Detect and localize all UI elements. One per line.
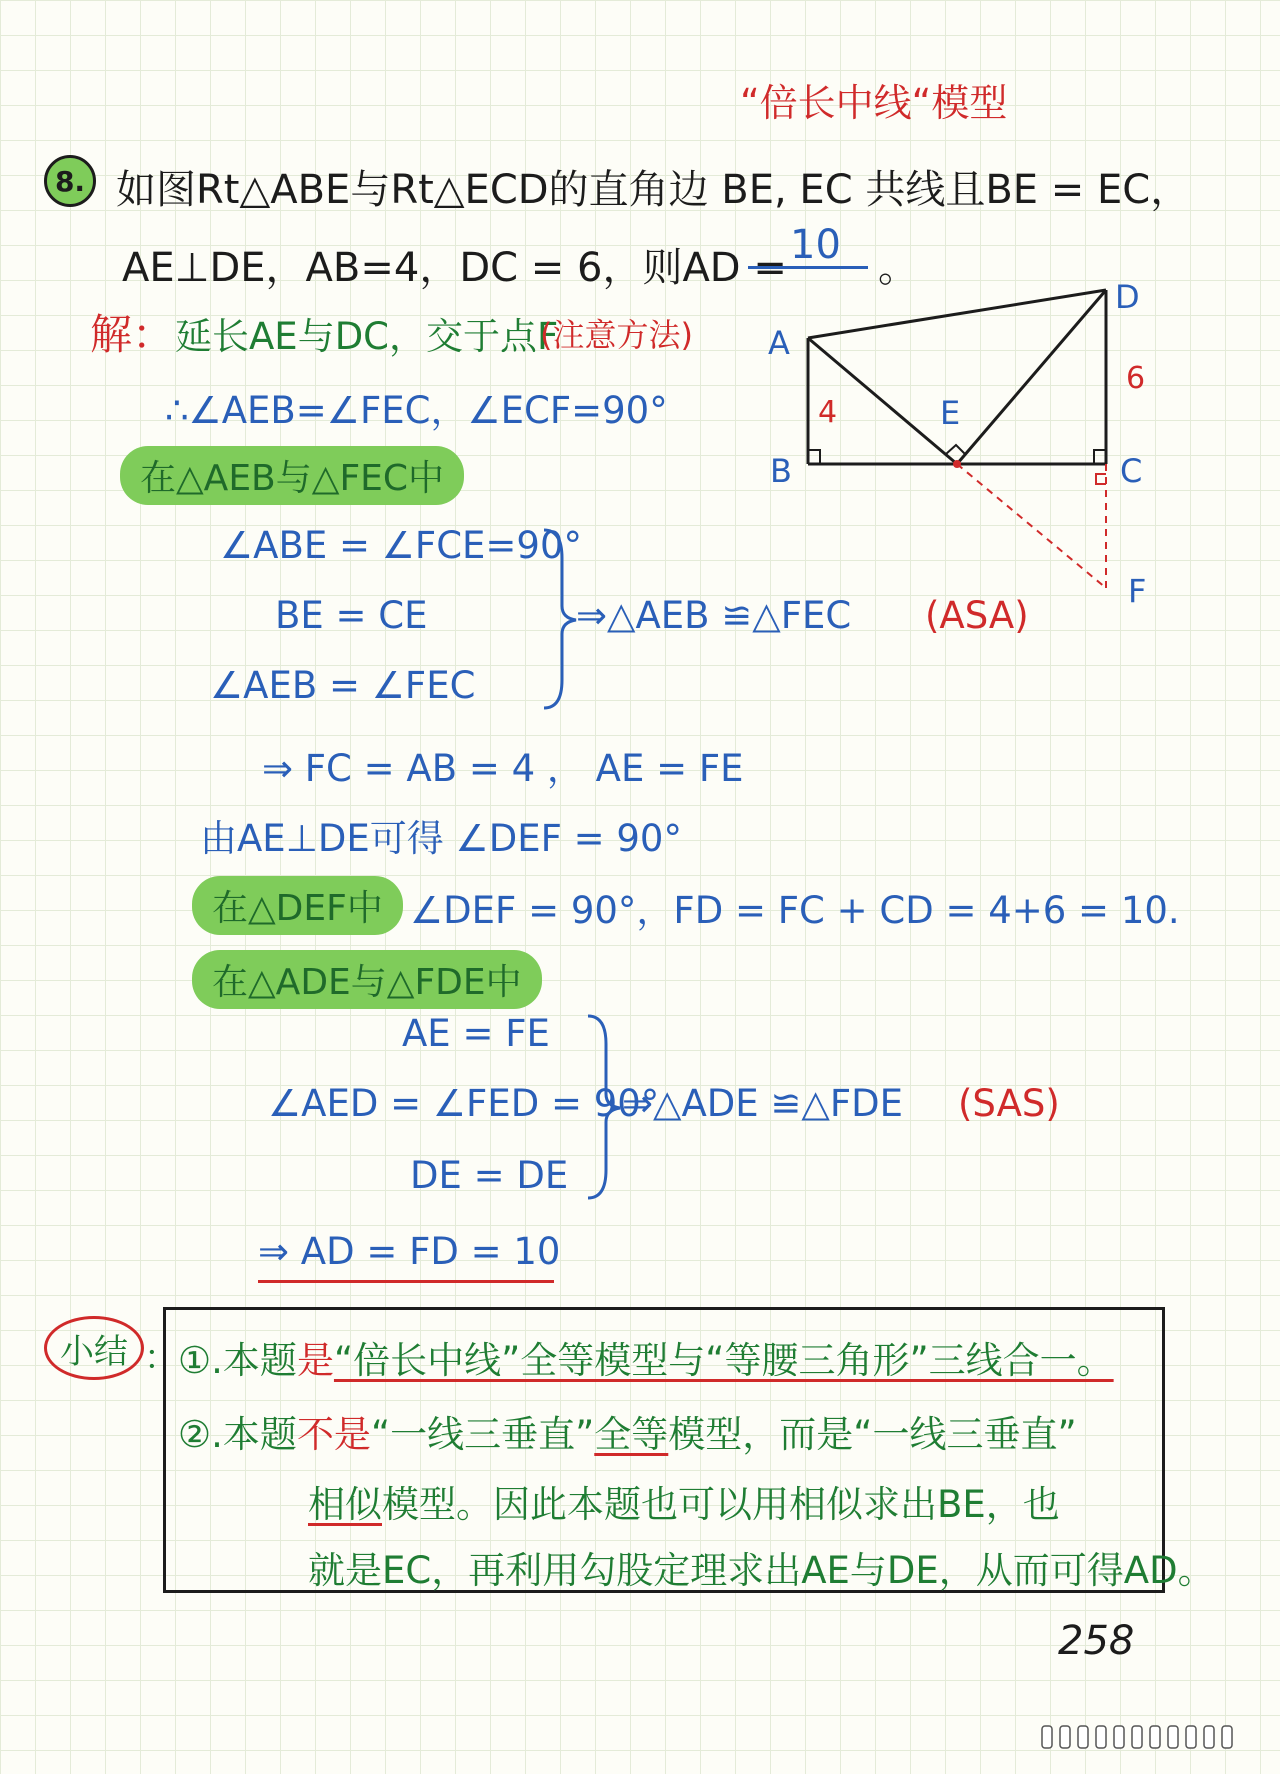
summary-line-2 xyxy=(178,1404,1077,1458)
problem-line-2: AE⊥DE，AB=4，DC = 6，则AD = xyxy=(122,245,787,291)
summary-line-1 xyxy=(178,1330,1114,1384)
summary-line-2-rest: 模型，而是“一线三垂直” xyxy=(668,1413,1077,1456)
summary-colon: ： xyxy=(144,1338,178,1378)
solution-step-1: 延长AE与DC，交于点F xyxy=(175,315,559,358)
label-dc-length: 6 xyxy=(1126,361,1146,396)
cond2-angle: ∠AED = ∠FED = 90° xyxy=(268,1082,660,1125)
label-c: C xyxy=(1120,452,1143,490)
cond2-side-2: DE = DE xyxy=(410,1154,569,1197)
label-e: E xyxy=(940,394,961,432)
pill-triangle-aeb-fec: 在△AEB与△FEC中 xyxy=(120,446,464,505)
binding-marks xyxy=(1040,1722,1250,1752)
problem-answer: 10 xyxy=(790,222,841,268)
segment-ef-dashed xyxy=(957,464,1106,588)
problem-period: 。 xyxy=(878,245,918,291)
problem-line-1: 如图Rt△ABE与Rt△ECD的直角边 BE, EC 共线且BE = EC， xyxy=(116,167,1191,213)
label-f: F xyxy=(1128,572,1147,610)
label-b: B xyxy=(770,452,792,490)
final-answer-underline xyxy=(258,1280,554,1283)
solution-step-5: ∠DEF = 90°，FD = FC + CD = 4+6 = 10. xyxy=(410,889,1180,932)
summary-line-2-mid: “一线三垂直” xyxy=(370,1413,595,1456)
summary-line-1-prefix: ①.本题 xyxy=(178,1339,297,1382)
summary-line-1-rest: “倍长中线”全等模型与“等腰三角形”三线合一。 xyxy=(333,1339,1114,1382)
solution-label: 解： xyxy=(90,310,175,359)
label-ab-length: 4 xyxy=(818,395,838,430)
solution-step-2: ∴∠AEB=∠FEC，∠ECF=90° xyxy=(165,389,668,432)
page-title: “倍长中线“模型 xyxy=(740,81,1008,125)
label-d: D xyxy=(1115,282,1140,316)
geometry-figure xyxy=(760,282,1160,622)
summary-label: 小结 xyxy=(44,1316,144,1380)
summary-line-2-congruent: 全等 xyxy=(594,1413,669,1456)
problem-number-badge: 8. xyxy=(44,155,96,207)
conclusion-2: ⇒△ADE ≌△FDE xyxy=(622,1082,904,1125)
summary-line-3-similar: 相似 xyxy=(308,1483,382,1526)
conclusion-1-reason: (ASA) xyxy=(925,594,1029,637)
right-angle-c-lower xyxy=(1096,474,1106,484)
pill-triangle-def: 在△DEF中 xyxy=(192,876,403,935)
summary-line-2-prefix: ②.本题 xyxy=(178,1413,297,1456)
label-a: A xyxy=(768,324,790,362)
point-e xyxy=(953,460,961,468)
conclusion-1: ⇒△AEB ≌△FEC xyxy=(576,594,852,637)
right-angle-b xyxy=(808,450,820,464)
cond2-side-1: AE = FE xyxy=(402,1012,550,1055)
summary-line-1-is: 是 xyxy=(296,1339,334,1382)
page-number: 258 xyxy=(1058,1618,1135,1664)
answer-blank-line xyxy=(748,266,868,269)
segment-de xyxy=(957,290,1106,464)
cond1-angle: ∠ABE = ∠FCE=90° xyxy=(220,524,583,567)
brace-1 xyxy=(540,528,580,710)
cond1-side: BE = CE xyxy=(275,594,428,637)
conclusion-2-reason: (SAS) xyxy=(958,1082,1060,1125)
cond1-angle-2: ∠AEB = ∠FEC xyxy=(210,664,476,707)
pill-triangle-ade-fde: 在△ADE与△FDE中 xyxy=(192,950,542,1009)
brace-2 xyxy=(584,1014,624,1200)
summary-line-4: 就是EC，再利用勾股定理求出AE与DE，从而可得AD。 xyxy=(308,1549,1215,1592)
summary-line-3 xyxy=(308,1474,1060,1528)
solution-step-3: ⇒ FC = AB = 4 ， AE = FE xyxy=(262,747,744,790)
summary-line-3-rest: 模型。因此本题也可以用相似求出BE，也 xyxy=(382,1483,1060,1526)
right-angle-e xyxy=(946,445,965,454)
final-answer: ⇒ AD = FD = 10 xyxy=(258,1230,561,1273)
segment-ad xyxy=(808,290,1106,338)
solution-step-1-note: (注意方法) xyxy=(540,316,693,354)
summary-line-2-not: 不是 xyxy=(296,1413,371,1456)
right-angle-c xyxy=(1094,450,1106,464)
solution-step-4: 由AE⊥DE可得 ∠DEF = 90° xyxy=(200,817,682,860)
